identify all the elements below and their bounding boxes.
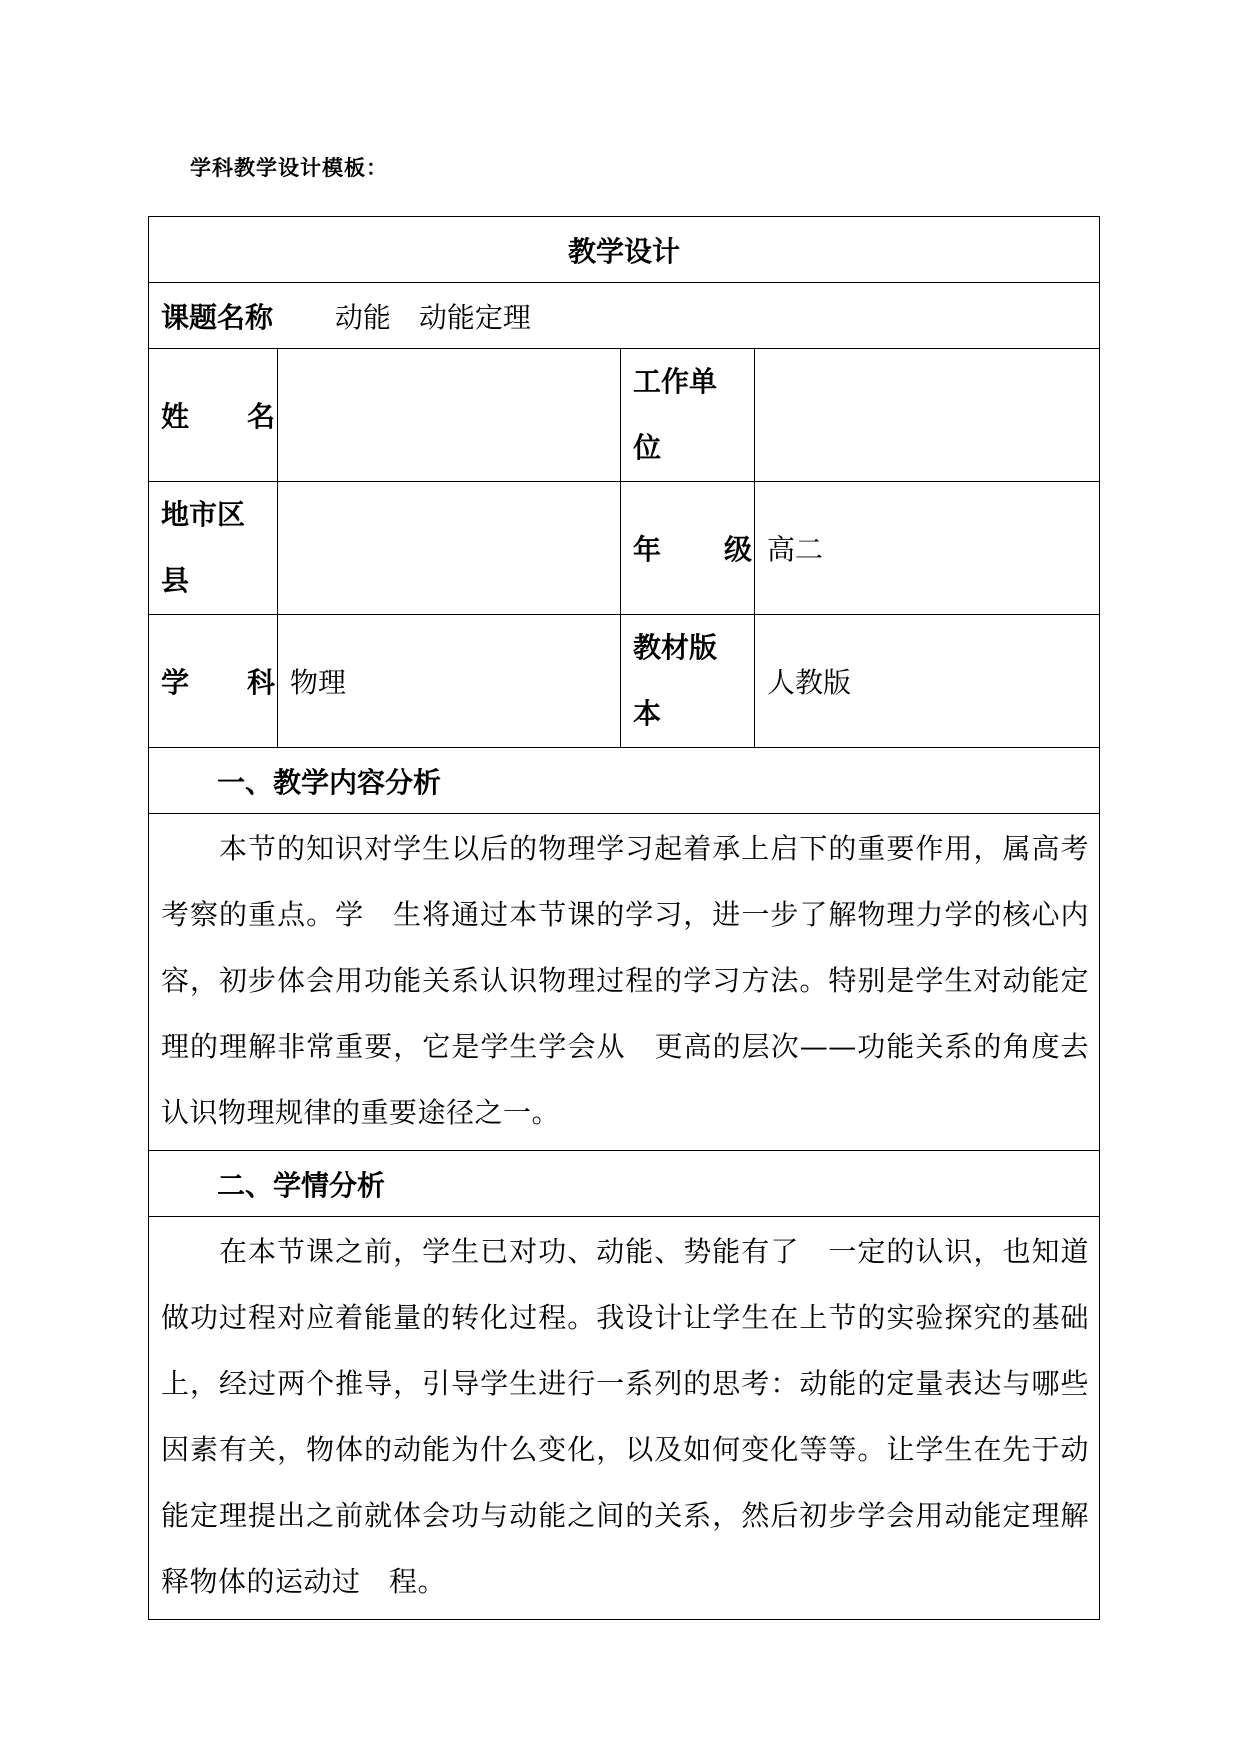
topic-value: 动能 动能定理 bbox=[334, 300, 531, 334]
work-unit-label: 工作单 位 bbox=[621, 349, 755, 482]
section-body-content-analysis: 本节的知识对学生以后的物理学习起着承上启下的重要作用，属高考考察的重点。学 生将通过本节课的学习，进一步了解物理力学的核心内容，初步体会用功能关系认识物理过程的学习方法。特别是学生对动能定理的理解非常重要，它是学生学会从 更高的层次——功能关系的角度去认识物理规律的重要途径之一。 bbox=[149, 814, 1100, 1151]
section-heading-content-analysis: 一、教学内容分析 bbox=[149, 748, 1100, 814]
region-value bbox=[278, 482, 621, 615]
grade-label: 年 级 bbox=[621, 482, 755, 615]
textbook-value: 人教版 bbox=[755, 615, 1100, 748]
name-value bbox=[278, 349, 621, 482]
work-unit-value bbox=[755, 349, 1100, 482]
name-label: 姓 名 bbox=[149, 349, 278, 482]
subject-value: 物理 bbox=[278, 615, 621, 748]
textbook-label: 教材版 本 bbox=[621, 615, 755, 748]
teaching-design-table bbox=[148, 216, 1100, 1620]
section-body-student-analysis: 在本节课之前，学生已对功、动能、势能有了 一定的认识，也知道做功过程对应着能量的转化过程。我设计让学生在上节的实验探究的基础上，经过两个推导，引导学生进行一系列的思考：动能的定量表达与哪些因素有关，物体的动能为什么变化，以及如何变化等等。让学生在先于动能定理提出之前就体会功与动能之间的关系，然后初步学会用动能定理解释物体的运动过 程。 bbox=[149, 1217, 1100, 1620]
region-label: 地市区 县 bbox=[149, 482, 278, 615]
subject-label: 学 科 bbox=[149, 615, 278, 748]
table-title: 教学设计 bbox=[149, 217, 1100, 283]
section-heading-student-analysis: 二、学情分析 bbox=[149, 1151, 1100, 1217]
template-caption: 学科教学设计模板： bbox=[190, 156, 388, 180]
topic-label: 课题名称 bbox=[161, 300, 274, 334]
grade-value: 高二 bbox=[755, 482, 1100, 615]
topic-row bbox=[149, 283, 1100, 349]
